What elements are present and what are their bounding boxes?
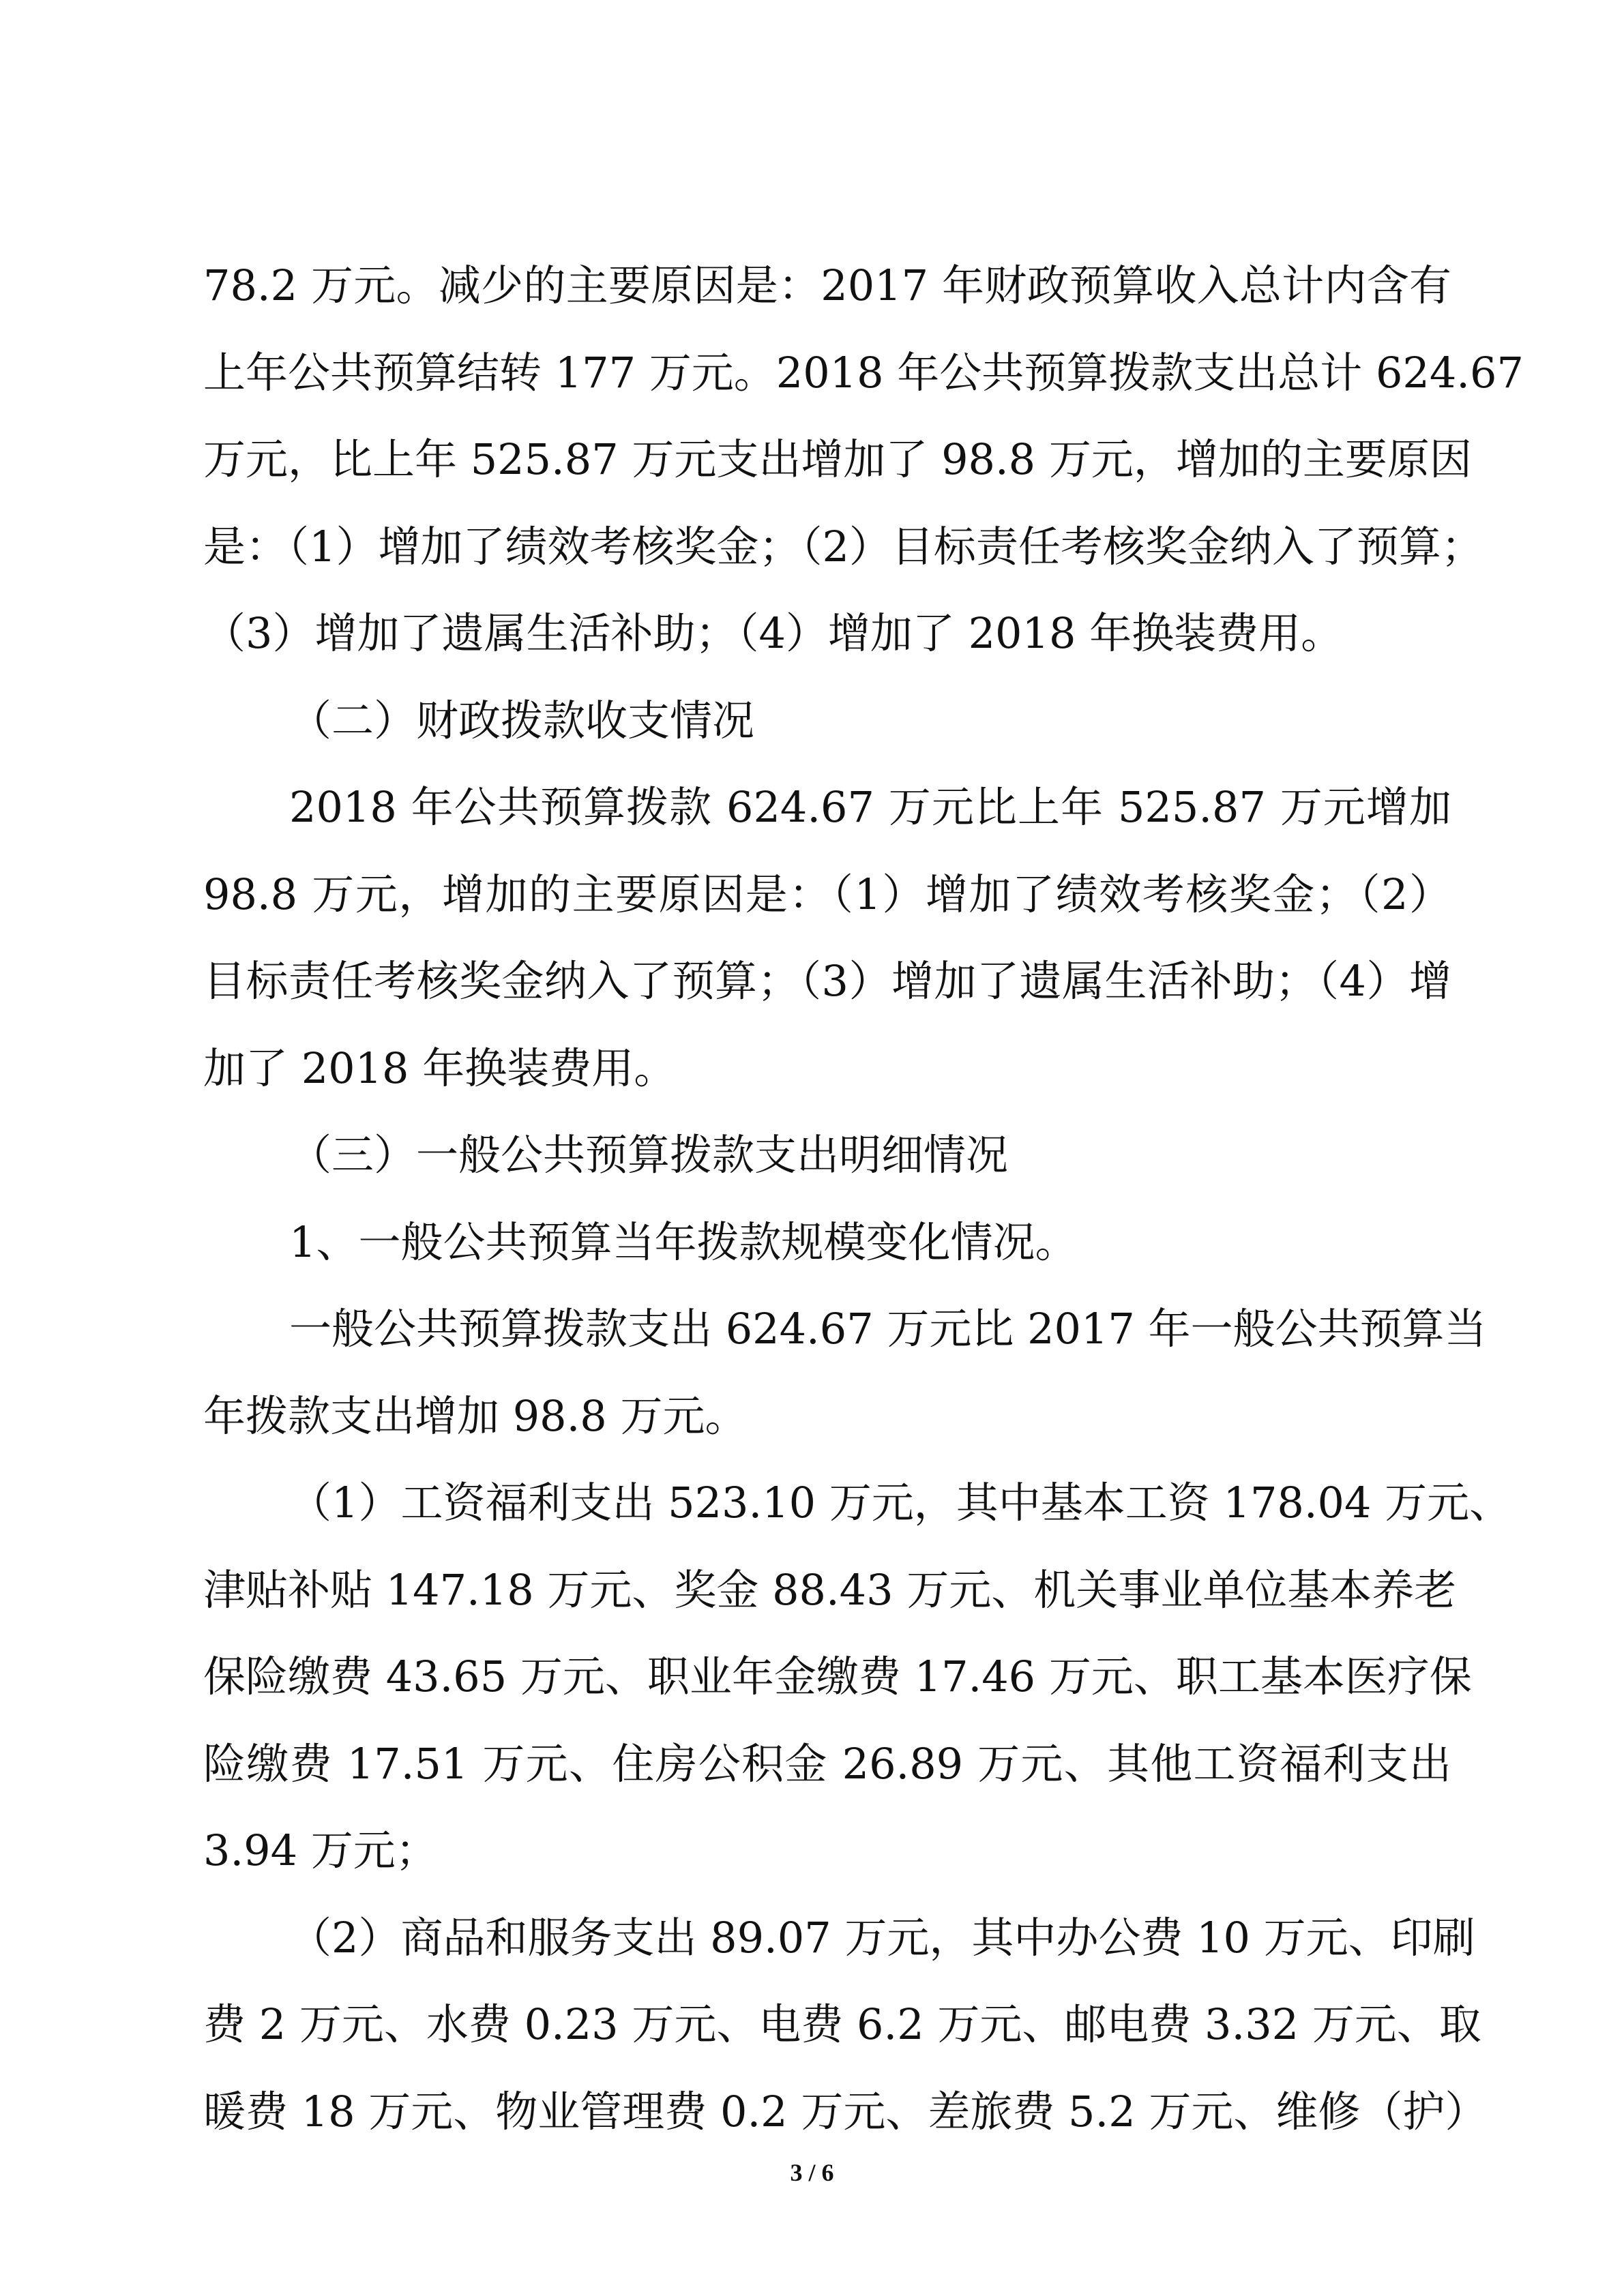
- text-line: 费 2 万元、水费 0.23 万元、电费 6.2 万元、邮电费 3.32 万元、取: [203, 1999, 1481, 2049]
- text-line: （3）增加了遗属生活补助；（4）增加了 2018 年换装费用。: [203, 608, 1344, 658]
- text-line: 津贴补贴 147.18 万元、奖金 88.43 万元、机关事业单位基本养老: [203, 1564, 1457, 1615]
- section-heading: （二）财政拨款收支情况: [289, 695, 755, 745]
- text-line: 上年公共预算结转 177 万元。2018 年公共预算拨款支出总计 624.67: [203, 347, 1524, 398]
- page-number: 3 / 6: [790, 2159, 834, 2186]
- text-line: 是：（1）增加了绩效考核奖金；（2）目标责任考核奖金纳入了预算；: [203, 521, 1483, 571]
- section-heading: （三）一般公共预算拨款支出明细情况: [289, 1130, 1009, 1180]
- text-line: 年拨款支出增加 98.8 万元。: [203, 1390, 748, 1441]
- text-line: 2018 年公共预算拨款 624.67 万元比上年 525.87 万元增加: [289, 782, 1451, 832]
- text-line: 暖费 18 万元、物业管理费 0.2 万元、差旅费 5.2 万元、维修（护）: [203, 2086, 1488, 2136]
- text-line: （2）商品和服务支出 89.07 万元，其中办公费 10 万元、印刷: [289, 1912, 1475, 1963]
- text-line: 78.2 万元。减少的主要原因是：2017 年财政预算收入总计内含有: [203, 260, 1451, 310]
- text-line: 万元，比上年 525.87 万元支出增加了 98.8 万元，增加的主要原因: [203, 434, 1472, 484]
- text-line: 98.8 万元，增加的主要原因是：（1）增加了绩效考核奖金；（2）: [203, 869, 1451, 919]
- text-line: 一般公共预算拨款支出 624.67 万元比 2017 年一般公共预算当: [289, 1304, 1487, 1354]
- text-line: 险缴费 17.51 万元、住房公积金 26.89 万元、其他工资福利支出: [203, 1738, 1451, 1789]
- text-line: 目标责任考核奖金纳入了预算；（3）增加了遗属生活补助；（4）增: [203, 956, 1451, 1006]
- text-line: 加了 2018 年换装费用。: [203, 1043, 677, 1093]
- document-body: [203, 242, 1524, 2155]
- text-line: （1）工资福利支出 523.10 万元，其中基本工资 178.04 万元、: [289, 1478, 1512, 1527]
- subsection-heading: 1、一般公共预算当年拨款规模变化情况。: [289, 1217, 1078, 1267]
- text-line: 3.94 万元；: [203, 1825, 438, 1875]
- text-line: 保险缴费 43.65 万元、职业年金缴费 17.46 万元、职工基本医疗保: [203, 1652, 1472, 1701]
